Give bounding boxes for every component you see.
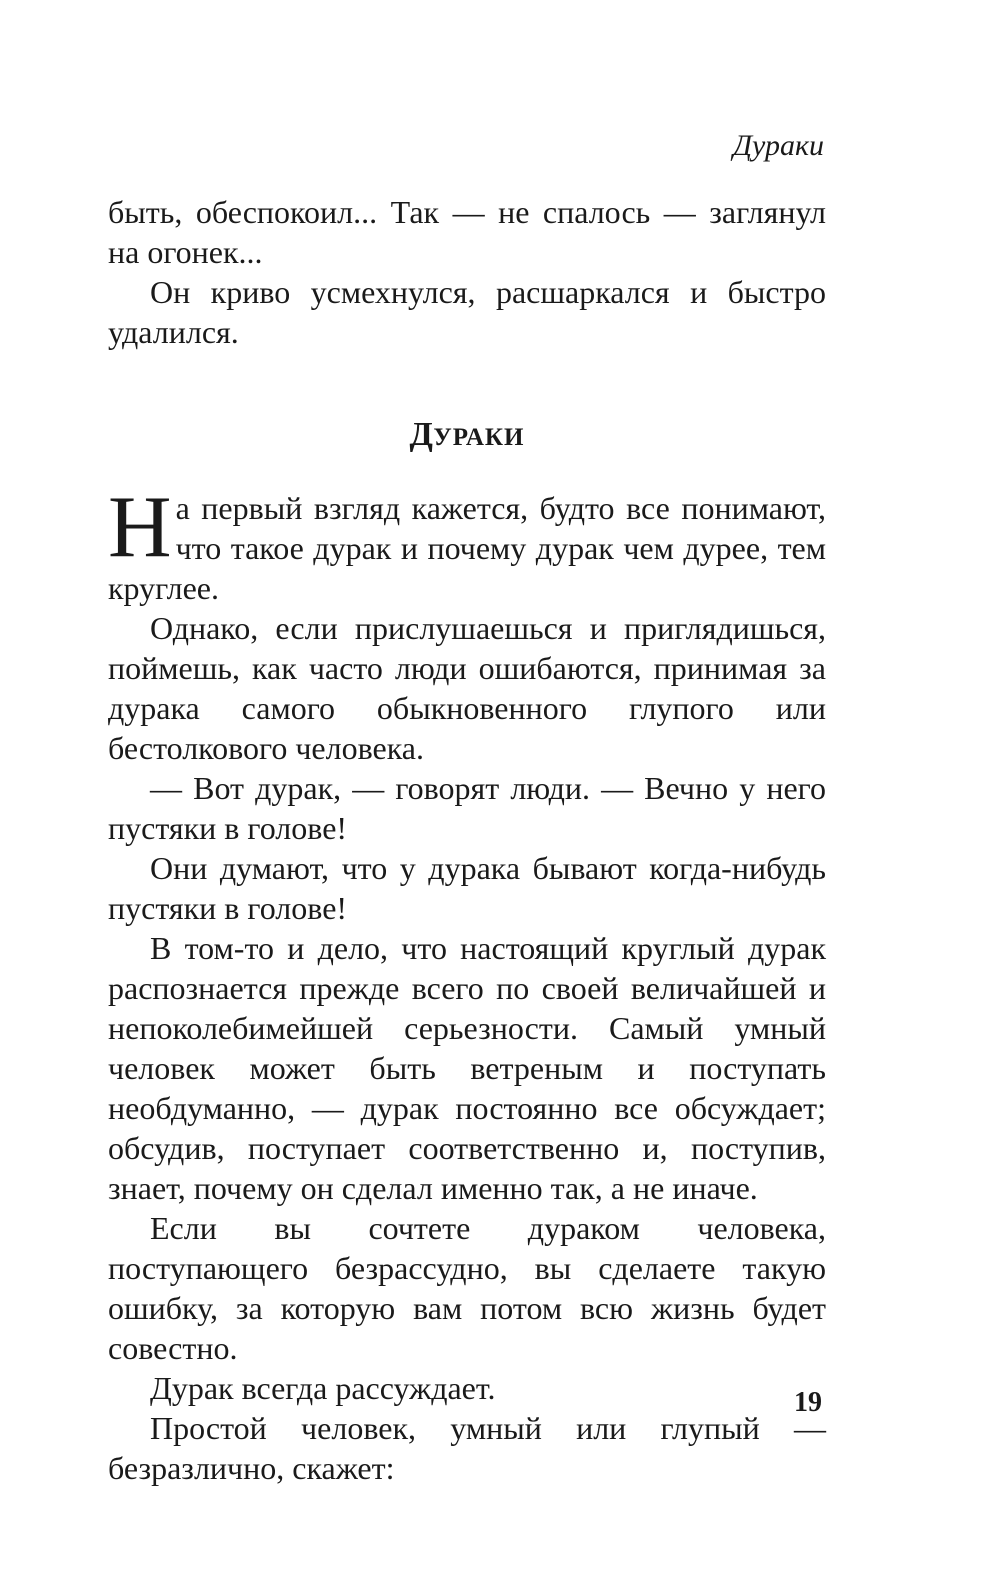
chapter-first-paragraph-text: а первый взгляд кажется, будто все понимают, что такое дурак и почему дурак чем дурее, тем круглее. <box>108 490 826 606</box>
chapter-paragraph-3: Они думают, что у дурака бывают когда-нибудь пустяки в голове! <box>108 850 826 926</box>
chapter-paragraph-4: В том-то и дело, что настоящий круглый дурак распознается прежде всего по своей величайшей и непоколебимейшей серьезности. Самый умный человек может быть ветреным и поступать необдуманно, — дурак постоянно все обсуждает; обсудив, поступает соответственно и, поступив, знает, почему он сделал именно так, а не иначе. <box>108 930 826 1206</box>
chapter-paragraph-7: Простой человек, умный или глупый — безразлично, скажет: <box>108 1410 826 1486</box>
drop-cap: Н <box>108 479 172 576</box>
page-number: 19 <box>794 1387 822 1418</box>
continuation-paragraph-1: быть, обеспокоил... Так — не спалось — заглянул на огонек... <box>108 194 826 270</box>
continuation-paragraph-2: Он криво усмехнулся, расшаркался и быстро удалился. <box>108 274 826 350</box>
chapter-paragraph-6: Дурак всегда рассуждает. <box>150 1370 496 1406</box>
running-head: Дураки <box>732 129 824 162</box>
chapter-title-initial: Д <box>409 416 434 453</box>
chapter-paragraph-5: Если вы сочтете дураком человека, поступающего безрассудно, вы сделаете такую ошибку, за которую вам потом всю жизнь будет совестно. <box>108 1210 826 1366</box>
chapter-title-rest: УРАКИ <box>433 424 525 451</box>
chapter-title <box>108 414 826 458</box>
chapter-paragraph-2: — Вот дурак, — говорят люди. — Вечно у него пустяки в голове! <box>108 770 826 846</box>
chapter-first-paragraph <box>108 479 826 608</box>
chapter-paragraph-1: Однако, если прислушаешься и приглядишься, поймешь, как часто люди ошибаются, принимая за дурака самого обыкновенного глупого или бестолкового человека. <box>108 610 826 766</box>
text-block <box>108 192 826 1488</box>
